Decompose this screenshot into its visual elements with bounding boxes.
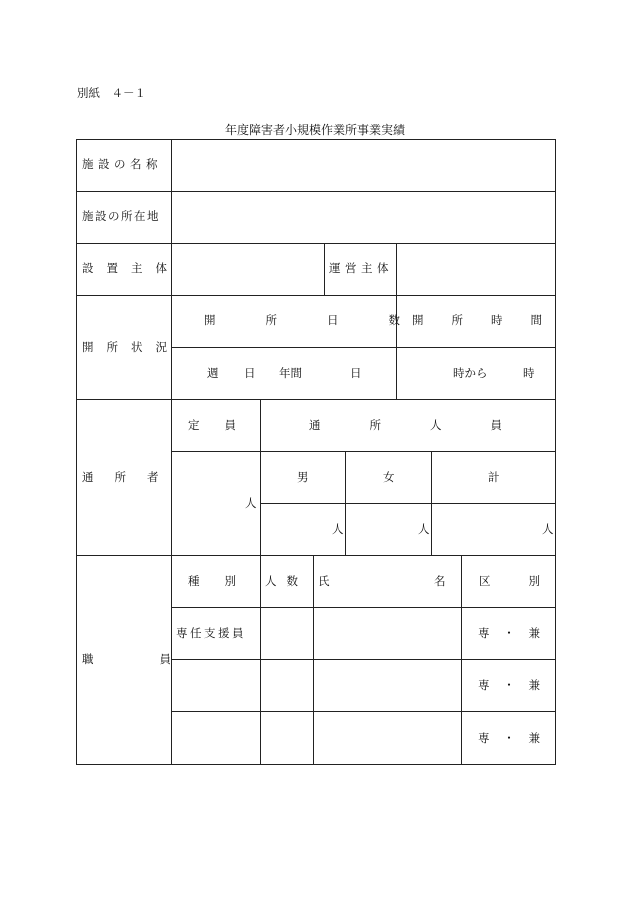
- facility-name-label: 施設の名称: [82, 157, 162, 171]
- establisher-label: 設置主体: [82, 261, 180, 275]
- grid-line: [260, 503, 556, 504]
- grid-line: [76, 399, 556, 400]
- capacity-label: 定員: [188, 418, 261, 432]
- grid-line: [76, 191, 556, 192]
- form-number: 別紙 ４－１: [77, 86, 146, 100]
- grid-line: [76, 555, 556, 556]
- opening-days-label: 開所日数: [204, 313, 450, 327]
- total-person-unit: 人: [542, 522, 554, 536]
- male-person-unit: 人: [332, 522, 344, 536]
- female-person-unit: 人: [418, 522, 430, 536]
- separator-dot: ・: [503, 731, 515, 745]
- grid-line: [76, 243, 556, 244]
- separator-dot: ・: [503, 678, 515, 692]
- attendees-label: 通所人員: [309, 418, 551, 432]
- grid-line: [313, 555, 314, 764]
- fulltime-option: 専: [478, 731, 490, 745]
- fulltime-option: 専: [478, 678, 490, 692]
- parttime-option: 兼: [528, 731, 540, 745]
- grid-line: [171, 451, 556, 452]
- to-hour-label: 時: [523, 366, 535, 380]
- annual-label: 年間: [279, 366, 302, 380]
- grid-line: [76, 295, 556, 296]
- name-label-left: 氏: [318, 574, 330, 588]
- capacity-person-unit: 人: [245, 496, 257, 510]
- count-label: 人数: [265, 574, 308, 588]
- grid-line: [76, 764, 556, 765]
- fulltime-option: 専: [478, 626, 490, 640]
- grid-line: [324, 243, 325, 295]
- grid-line: [171, 347, 556, 348]
- category-label: 区別: [479, 574, 578, 588]
- male-label: 男: [297, 470, 309, 484]
- week-days-unit: 日: [244, 366, 256, 380]
- grid-line: [76, 139, 556, 140]
- grid-line: [171, 607, 556, 608]
- grid-line: [171, 139, 172, 765]
- staff-row-1-type: 専任支援員: [176, 626, 246, 640]
- parttime-option: 兼: [528, 678, 540, 692]
- annual-days-unit: 日: [350, 366, 362, 380]
- operator-label: 運営主体: [329, 261, 393, 275]
- users-label: 通所者: [82, 470, 180, 484]
- staff-row-2-category: [478, 680, 540, 692]
- grid-line: [171, 711, 556, 712]
- grid-line: [76, 139, 77, 765]
- grid-line: [345, 451, 346, 555]
- grid-line: [431, 451, 432, 555]
- female-label: 女: [383, 470, 395, 484]
- opening-hours-label: 開所時間: [412, 313, 570, 327]
- page-title: 年度障害者小規模作業所事業実績: [224, 123, 405, 137]
- grid-line: [461, 555, 462, 764]
- type-label: 種別: [188, 574, 261, 588]
- facility-address-label: 施設の所在地: [82, 209, 160, 223]
- parttime-option: 兼: [528, 626, 540, 640]
- total-label: 計: [488, 470, 500, 484]
- from-hour-label: 時から: [453, 366, 488, 380]
- name-label-right: 名: [434, 574, 446, 588]
- staff-label: 職員: [82, 652, 237, 666]
- grid-line: [555, 139, 556, 765]
- opening-status-label: 開所状況: [82, 340, 180, 354]
- staff-row-1-category: [478, 628, 540, 640]
- separator-dot: ・: [503, 626, 515, 640]
- week-label: 週: [207, 366, 219, 380]
- staff-row-3-category: [478, 733, 540, 745]
